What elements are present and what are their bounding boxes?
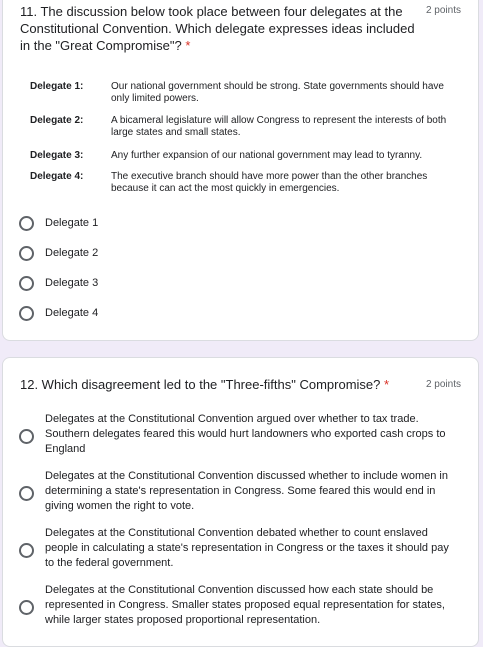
radio-button[interactable] [19,429,34,444]
option-label: Delegates at the Constitutional Convention argued over whether to tax trade. Southern delegates feared this would hurt landowners who exported cash crops to England [45,413,446,455]
points-label: 2 points [425,379,461,390]
question-title [20,3,420,54]
delegate-label: Delegate 4: [30,171,84,182]
option-label: Delegate 2 [45,247,99,259]
radio-button[interactable] [19,276,34,291]
delegate-text: The executive branch should have more power than the other branches because it can act the most quickly in emergencies. [111,171,428,194]
required-marker: * [384,377,390,392]
question-text: 12. Which disagreement led to the "Three-fifths" Compromise? [20,377,381,392]
question-card-12 [2,357,479,647]
delegate-label: Delegate 3: [30,150,84,161]
delegate-label: Delegate 1: [30,81,84,92]
radio-button[interactable] [19,216,34,231]
radio-button[interactable] [19,543,34,558]
option-label: Delegate 4 [45,307,99,319]
delegate-label: Delegate 2: [30,115,84,126]
question-card-11 [2,0,479,341]
option-label: Delegates at the Constitutional Convention discussed whether to include women in determining a state's representation in Congress. Some feared this would end in giving women the right to vote. [45,470,448,512]
delegate-text: Our national government should be strong. State governments should have only limited powers. [111,81,444,104]
required-marker: * [185,38,191,53]
radio-button[interactable] [19,486,34,501]
delegate-text: A bicameral legislature will allow Congress to represent the interests of both large states and small states. [111,115,447,138]
question-text: 11. The discussion below took place between four delegates at the Constitutional Convention. Which delegate expresses ideas included in the "Great Compromise"? [20,4,415,53]
option-label: Delegate 1 [45,217,99,229]
radio-button[interactable] [19,600,34,615]
option-label: Delegates at the Constitutional Convention discussed how each state should be represented in Congress. Smaller states proposed equal representation for states, while larger states proposed proportional representation. [45,584,445,626]
question-title [20,376,420,393]
delegate-text: Any further expansion of our national government may lead to tyranny. [111,150,423,161]
radio-button[interactable] [19,246,34,261]
option-label: Delegate 3 [45,277,99,289]
points-label: 2 points [425,5,461,16]
radio-button[interactable] [19,306,34,321]
option-label: Delegates at the Constitutional Convention debated whether to count enslaved people in calculating a state's representation in Congress or the taxes it should pay to the federal government. [45,527,449,569]
